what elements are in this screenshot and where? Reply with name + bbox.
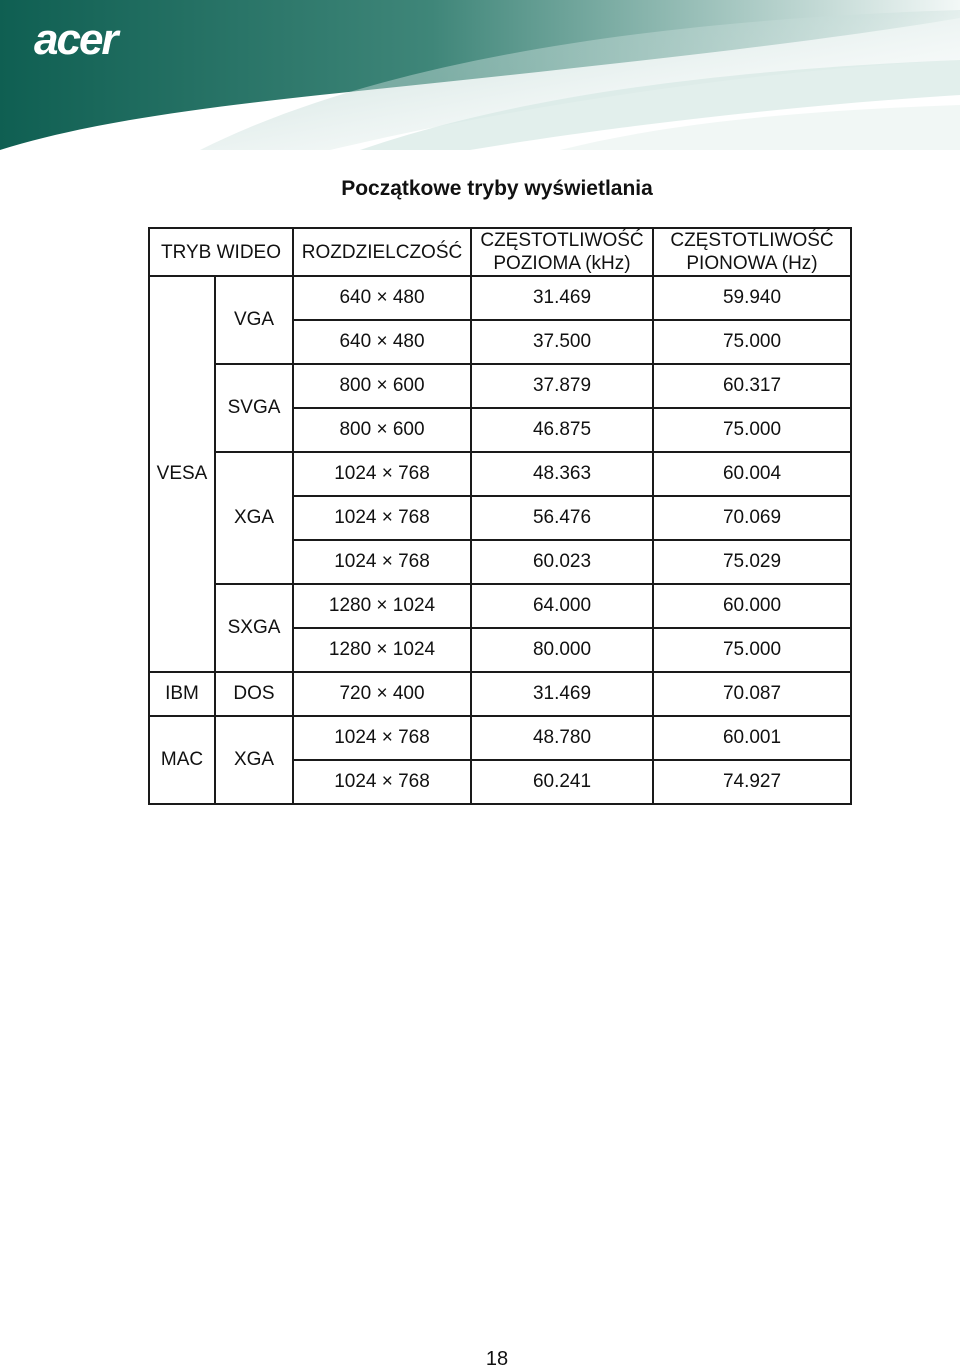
group-ibm: IBM: [149, 672, 215, 716]
header-v-freq-line1: CZĘSTOTLIWOŚĆ: [670, 230, 834, 251]
page-number: 18: [485, 1348, 509, 1370]
cell-h-freq: 48.780: [471, 716, 653, 760]
cell-resolution: 800 × 600: [293, 408, 471, 452]
acer-logo: acer: [34, 15, 117, 64]
group-mac: MAC: [149, 716, 215, 804]
cell-v-freq: 75.000: [653, 320, 851, 364]
header-mode: TRYB WIDEO: [149, 228, 293, 276]
cell-v-freq: 60.004: [653, 452, 851, 496]
cell-resolution: 1280 × 1024: [293, 628, 471, 672]
header-v-freq: [653, 228, 851, 276]
cell-v-freq: 60.001: [653, 716, 851, 760]
subgroup-dos: DOS: [215, 672, 293, 716]
cell-resolution: 1024 × 768: [293, 452, 471, 496]
cell-v-freq: 70.069: [653, 496, 851, 540]
cell-resolution: 1024 × 768: [293, 760, 471, 804]
cell-v-freq: 75.000: [653, 628, 851, 672]
cell-resolution: 720 × 400: [293, 672, 471, 716]
subgroup-mac-xga: XGA: [215, 716, 293, 804]
subgroup-vga: VGA: [215, 276, 293, 364]
cell-h-freq: 31.469: [471, 276, 653, 320]
cell-h-freq: 56.476: [471, 496, 653, 540]
subgroup-svga: SVGA: [215, 364, 293, 452]
cell-h-freq: 80.000: [471, 628, 653, 672]
table-row: [149, 584, 851, 628]
cell-h-freq: 64.000: [471, 584, 653, 628]
subgroup-sxga: SXGA: [215, 584, 293, 672]
cell-resolution: 1024 × 768: [293, 496, 471, 540]
cell-h-freq: 31.469: [471, 672, 653, 716]
table-row: [149, 716, 851, 760]
cell-h-freq: 60.241: [471, 760, 653, 804]
cell-resolution: 1024 × 768: [293, 716, 471, 760]
cell-resolution: 640 × 480: [293, 276, 471, 320]
cell-v-freq: 75.029: [653, 540, 851, 584]
cell-v-freq: 60.000: [653, 584, 851, 628]
cell-h-freq: 37.879: [471, 364, 653, 408]
cell-h-freq: 60.023: [471, 540, 653, 584]
header-h-freq-line2: POZIOMA (kHz): [493, 253, 631, 274]
table-row: [149, 276, 851, 320]
cell-h-freq: 46.875: [471, 408, 653, 452]
header-h-freq-line1: CZĘSTOTLIWOŚĆ: [480, 230, 644, 251]
cell-resolution: 1024 × 768: [293, 540, 471, 584]
table-row: [149, 364, 851, 408]
cell-v-freq: 74.927: [653, 760, 851, 804]
table-row: [149, 452, 851, 496]
cell-v-freq: 75.000: [653, 408, 851, 452]
cell-resolution: 1280 × 1024: [293, 584, 471, 628]
header-resolution: ROZDZIELCZOŚĆ: [293, 228, 471, 276]
cell-v-freq: 60.317: [653, 364, 851, 408]
table-row: [149, 672, 851, 716]
page-title: Początkowe tryby wyświetlania: [341, 177, 653, 200]
cell-h-freq: 48.363: [471, 452, 653, 496]
header-banner: [0, 0, 960, 150]
cell-v-freq: 59.940: [653, 276, 851, 320]
header-v-freq-line2: PIONOWA (Hz): [686, 253, 818, 274]
display-modes-table: [148, 227, 852, 805]
table-header-row: [149, 228, 851, 276]
cell-v-freq: 70.087: [653, 672, 851, 716]
group-vesa: VESA: [149, 276, 215, 672]
subgroup-xga: XGA: [215, 452, 293, 584]
cell-h-freq: 37.500: [471, 320, 653, 364]
header-h-freq: [471, 228, 653, 276]
cell-resolution: 640 × 480: [293, 320, 471, 364]
cell-resolution: 800 × 600: [293, 364, 471, 408]
